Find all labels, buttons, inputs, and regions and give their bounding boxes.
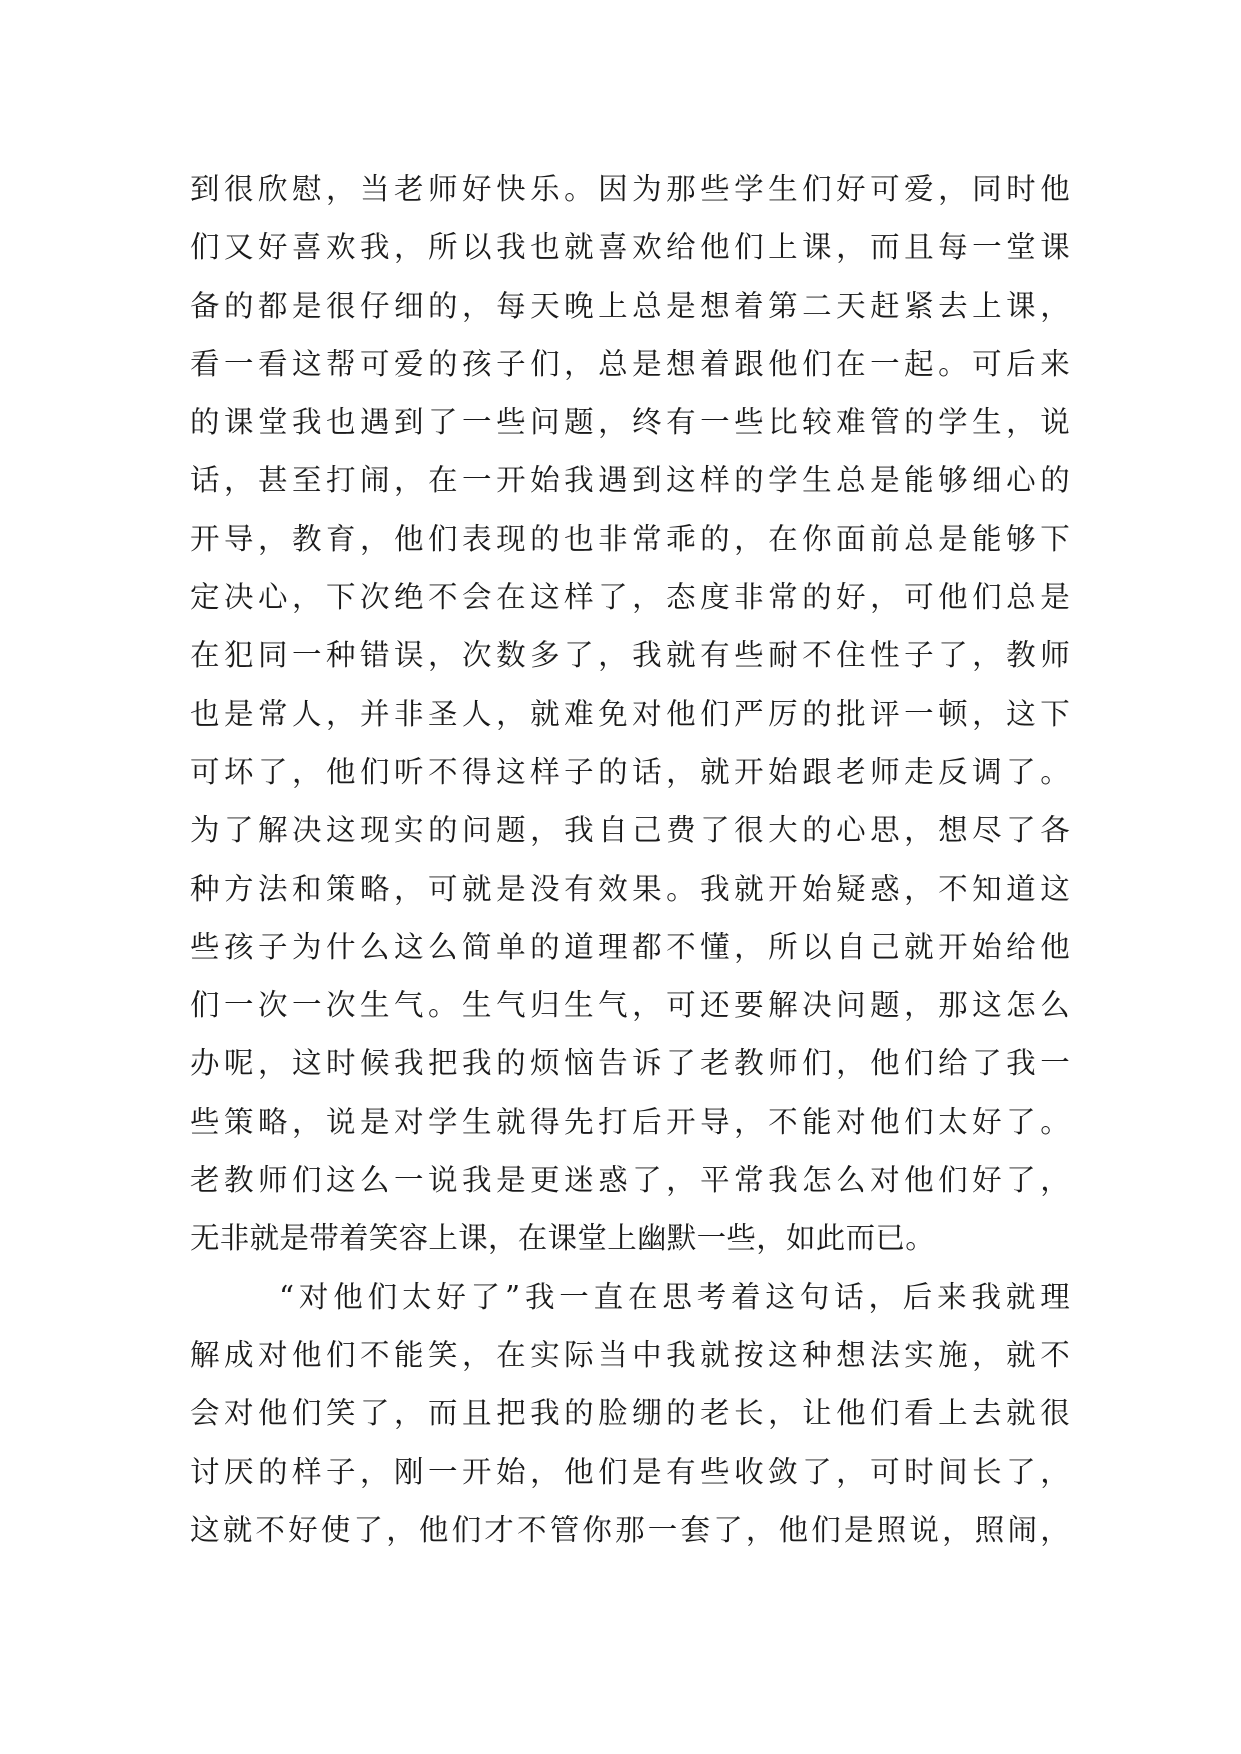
text-line: 到很欣慰，当老师好快乐。因为那些学生们好可爱，同时他 bbox=[190, 172, 1070, 206]
text-line: 看一看这帮可爱的孩子们，总是想着跟他们在一起。可后来 bbox=[190, 346, 1070, 381]
text-line: 可坏了，他们听不得这样子的话，就开始跟老师走反调了。 bbox=[190, 754, 1070, 789]
paragraph-end-line: 无非就是带着笑容上课，在课堂上幽默一些，如此而已。 bbox=[190, 1221, 936, 1256]
text-line: 这就不好使了，他们才不管你那一套了，他们是照说，照闹， bbox=[190, 1512, 1070, 1547]
text-line: 为了解决这现实的问题，我自己费了很大的心思，想尽了各 bbox=[190, 813, 1070, 848]
text-line: 老教师们这么一说我是更迷惑了，平常我怎么对他们好了， bbox=[190, 1163, 1070, 1198]
text-line: 开导，教育，他们表现的也非常乖的，在你面前总是能够下 bbox=[190, 521, 1070, 556]
text-line: 讨厌的样子，刚一开始，他们是有些收敛了，可时间长了， bbox=[190, 1454, 1070, 1489]
text-line: 也是常人，并非圣人，就难免对他们严厉的批评一顿，这下 bbox=[190, 696, 1070, 731]
text-line: 会对他们笑了，而且把我的脸绷的老长，让他们看上去就很 bbox=[190, 1396, 1070, 1431]
text-line: 们又好喜欢我，所以我也就喜欢给他们上课，而且每一堂课 bbox=[190, 230, 1070, 265]
text-line: 在犯同一种错误，次数多了，我就有些耐不住性子了，教师 bbox=[190, 638, 1070, 673]
text-line: 解成对他们不能笑，在实际当中我就按这种想法实施，就不 bbox=[190, 1337, 1070, 1372]
text-line: 定决心，下次绝不会在这样了，态度非常的好，可他们总是 bbox=[190, 580, 1070, 615]
text-line: 话，甚至打闹，在一开始我遇到这样的学生总是能够细心的 bbox=[190, 463, 1070, 498]
paragraph-start-line: “对他们太好了”我一直在思考着这句话，后来我就理 bbox=[279, 1279, 1070, 1314]
body-text bbox=[190, 160, 1070, 1559]
text-line: 备的都是很仔细的，每天晚上总是想着第二天赶紧去上课， bbox=[190, 288, 1070, 323]
text-line: 些孩子为什么这么简单的道理都不懂，所以自己就开始给他 bbox=[190, 929, 1070, 964]
text-line: 办呢，这时候我把我的烦恼告诉了老教师们，他们给了我一 bbox=[190, 1046, 1070, 1081]
text-line: 些策略，说是对学生就得先打后开导，不能对他们太好了。 bbox=[190, 1104, 1070, 1139]
text-line: 的课堂我也遇到了一些问题，终有一些比较难管的学生，说 bbox=[190, 405, 1070, 440]
text-line: 种方法和策略，可就是没有效果。我就开始疑惑，不知道这 bbox=[190, 871, 1070, 906]
text-line: 们一次一次生气。生气归生气，可还要解决问题，那这怎么 bbox=[190, 988, 1070, 1023]
